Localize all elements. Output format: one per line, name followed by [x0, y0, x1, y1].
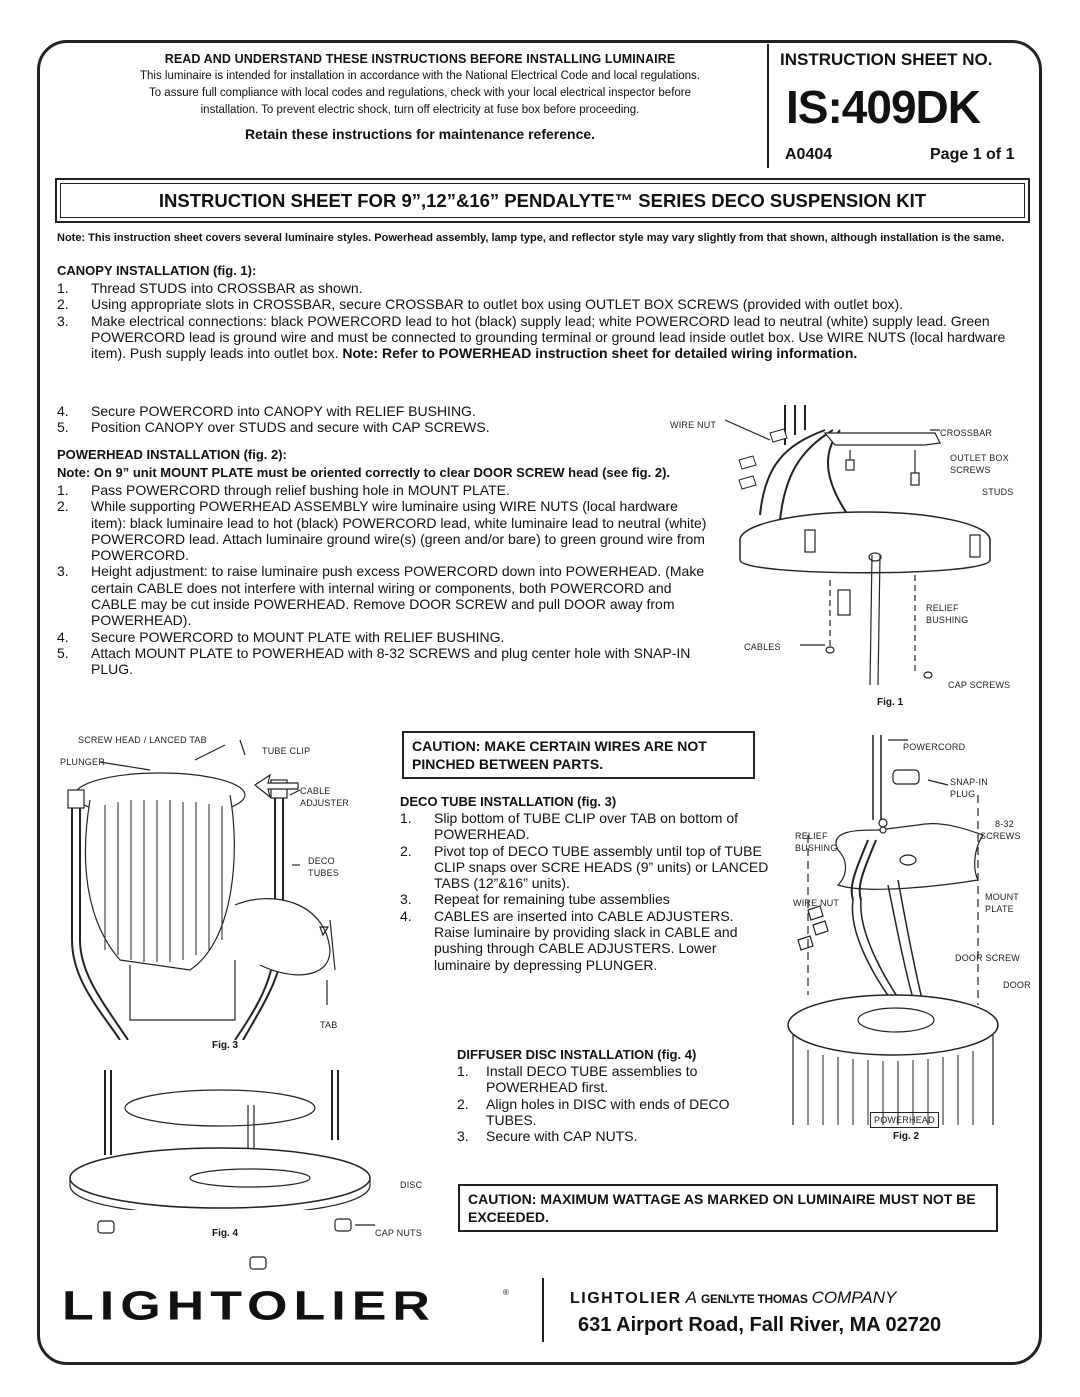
canopy-section: [57, 263, 1027, 361]
powerhead-note: Note: On 9” unit MOUNT PLATE must be oriented correctly to clear DOOR SCREW head (see fig. 2).: [57, 465, 671, 480]
item-text: CABLES are inserted into CABLE ADJUSTERS. Raise luminaire by providing slack in CABLE and pushing through CABLE ADJUSTERS. Lower luminaire by depressing PLUNGER.: [434, 907, 738, 973]
item-number: 1.: [400, 810, 412, 826]
list-item: [457, 1063, 760, 1096]
footer-divider: [542, 1278, 544, 1342]
list-item: [57, 313, 1027, 362]
fig3-label: PLUNGER: [60, 757, 105, 767]
item-number: 4.: [57, 403, 69, 419]
intro-line: This luminaire is intended for installation in accordance with the National Electrical Code and local regulations.: [140, 70, 700, 82]
fig2-label: 8-32: [995, 819, 1014, 829]
read-title: READ AND UNDERSTAND THESE INSTRUCTIONS BEFORE INSTALLING LUMINAIRE: [164, 52, 676, 66]
intro-note: Note: This instruction sheet covers several luminaire styles. Powerhead assembly, lamp type, and reflector style may vary slightly from that shown, although installation is the same.: [57, 232, 1005, 244]
item-number: 2.: [57, 296, 69, 313]
fig2-label: POWERHEAD: [870, 1112, 939, 1128]
fig1-label: OUTLET BOX: [950, 453, 1009, 463]
fig1-label: SCREWS: [950, 465, 991, 475]
fig3-label: TUBE CLIP: [262, 746, 311, 756]
intro-line: installation. To prevent electric shock, turn off electricity at fuse box before proceeding.: [200, 104, 640, 116]
fig4-caption: Fig. 4: [212, 1228, 239, 1239]
sheet-number: IS:409DK: [786, 81, 980, 133]
canopy-section-cont: [57, 403, 677, 436]
list-item: [57, 280, 1027, 296]
item-number: 2.: [57, 498, 69, 515]
fig3-caption: Fig. 3: [212, 1040, 239, 1051]
fig2-label: SNAP-IN: [950, 777, 988, 787]
item-number: 3.: [57, 312, 69, 329]
page-title: INSTRUCTION SHEET FOR 9”,12”&16” PENDALYTE™ SERIES DECO SUSPENSION KIT: [60, 183, 1025, 218]
powerhead-heading: POWERHEAD INSTALLATION (fig. 2):: [57, 447, 287, 462]
item-number: 2.: [400, 842, 412, 859]
fig1-label: CABLES: [744, 642, 781, 652]
fig3-label: TAB: [320, 1020, 338, 1030]
list-item: [57, 563, 725, 628]
lightolier-logo: LIGHTOLIER: [62, 1283, 436, 1330]
fig4-drawing: [60, 1060, 400, 1210]
item-number: 1.: [57, 482, 69, 498]
doc-code: A0404: [785, 146, 833, 163]
item-number: 3.: [400, 891, 412, 908]
item-text: Pivot top of DECO TUBE assembly until top of TUBE CLIP snaps over SCRE HEADS (9” units) or LANCED TABS (12”&16” units).: [434, 842, 769, 892]
list-item: [457, 1096, 760, 1129]
sheet-label: INSTRUCTION SHEET NO.: [780, 50, 993, 69]
fig2-caption: Fig. 2: [893, 1131, 920, 1142]
deco-section: [400, 794, 770, 973]
fig2-label: PLUG: [950, 789, 976, 799]
item-text: Position CANOPY over STUDS and secure with CAP SCREWS.: [91, 419, 490, 436]
header-notice: [75, 52, 765, 142]
diffuser-list: [400, 1063, 760, 1144]
company-tagline: [570, 1288, 896, 1308]
item-note: Note: Refer to POWERHEAD instruction sheet for detailed wiring information.: [342, 345, 858, 362]
fig3-label: DECO: [308, 856, 335, 866]
registered-mark: ®: [503, 1288, 509, 1297]
company-address: 631 Airport Road, Fall River, MA 02720: [578, 1314, 942, 1336]
powerhead-section: [57, 447, 725, 678]
tag-a: A: [685, 1288, 697, 1307]
list-item: [57, 498, 725, 563]
retain-text: Retain these instructions for maintenance reference.: [244, 126, 596, 142]
fig2-label: DOOR: [1003, 980, 1031, 990]
list-item: [400, 810, 770, 843]
caution-wires: CAUTION: MAKE CERTAIN WIRES ARE NOT PINCHED BETWEEN PARTS.: [402, 731, 755, 779]
header-divider: [767, 44, 769, 168]
item-text: Secure POWERCORD to MOUNT PLATE with RELIEF BUSHING.: [91, 628, 505, 645]
fig3-label: SCREW HEAD / LANCED TAB: [78, 735, 207, 745]
item-number: 4.: [57, 628, 69, 645]
list-item: [57, 296, 1027, 312]
intro-text: [75, 68, 765, 119]
item-number: 1.: [57, 280, 69, 296]
fig1-label: RELIEF: [926, 603, 959, 613]
item-number: 3.: [457, 1128, 469, 1145]
item-number: 3.: [57, 563, 69, 580]
fig4-label: CAP NUTS: [375, 1228, 422, 1238]
item-text: Secure POWERCORD into CANOPY with RELIEF BUSHING.: [91, 403, 476, 419]
item-text: Repeat for remaining tube assemblies: [434, 891, 670, 908]
powerhead-list: [57, 482, 725, 678]
canopy-list: [57, 280, 1027, 361]
fig3-label: TUBES: [308, 868, 340, 878]
item-number: 1.: [457, 1063, 469, 1079]
list-item: [57, 629, 725, 645]
item-number: 2.: [457, 1095, 469, 1112]
list-item: [400, 843, 770, 892]
tag-company: COMPANY: [811, 1288, 897, 1307]
fig2-label: MOUNT: [985, 892, 1019, 902]
fig2-label: SCREWS: [980, 831, 1021, 841]
diffuser-heading: DIFFUSER DISC INSTALLATION (fig. 4): [457, 1047, 697, 1062]
item-text: Align holes in DISC with ends of DECO TUBES.: [486, 1095, 730, 1128]
fig2-label: WIRE NUT: [793, 898, 840, 908]
fig1-label: WIRE NUT: [670, 420, 717, 430]
tag-brand: LIGHTOLIER: [570, 1290, 682, 1307]
list-item: [400, 891, 770, 907]
title-box: [55, 178, 1030, 223]
item-text: While supporting POWERHEAD ASSEMBLY wire luminaire using WIRE NUTS (local hardware item): black luminaire lead to hot (black) POWERCORD lead, white luminaire lead to neutral (white) POWERCORD lead. Attach luminaire ground wire(s) (green and/or bare) to green ground wire from POWERCORD.: [91, 498, 707, 564]
list-item: [57, 645, 725, 678]
item-text: Install DECO TUBE assemblies to POWERHEAD first.: [486, 1063, 698, 1096]
fig4-label: DISC: [400, 1180, 423, 1190]
item-text: Using appropriate slots in CROSSBAR, secure CROSSBAR to outlet box using OUTLET BOX SCREWS (provided with outlet box).: [91, 296, 904, 313]
item-text: Attach MOUNT PLATE to POWERHEAD with 8-32 SCREWS and plug center hole with SNAP-IN PLUG.: [91, 644, 691, 678]
fig2-drawing: [768, 735, 1028, 1125]
item-text: Slip bottom of TUBE CLIP over TAB on bottom of POWERHEAD.: [434, 810, 739, 843]
fig2-label: BUSHING: [795, 843, 838, 853]
fig1-label: STUDS: [982, 487, 1014, 497]
item-number: 4.: [400, 907, 412, 924]
list-item: [457, 1128, 760, 1144]
cap-nuts-drawing: [90, 1215, 390, 1280]
deco-list: [400, 810, 770, 973]
canopy-heading: CANOPY INSTALLATION (fig. 1):: [57, 263, 257, 278]
diffuser-section: [400, 1047, 760, 1144]
fig3-label: CABLE: [300, 786, 331, 796]
list-item: [57, 482, 725, 498]
fig2-label: PLATE: [985, 904, 1014, 914]
fig1-label: CROSSBAR: [940, 428, 993, 438]
deco-heading: DECO TUBE INSTALLATION (fig. 3): [400, 794, 617, 809]
list-item: [400, 908, 770, 973]
fig2-label: POWERCORD: [903, 742, 966, 752]
item-text: Height adjustment: to raise luminaire push excess POWERCORD down into POWERHEAD. (Make certain CABLE does not interfere with internal wiring or components, both POWERCORD and CABLE may be cut inside POWERHEAD. Remove DOOR SCREW and pull DOOR away from POWERHEAD).: [91, 563, 705, 629]
fig3-label: ADJUSTER: [300, 798, 350, 808]
page-number: Page 1 of 1: [930, 146, 1015, 163]
item-number: 5.: [57, 419, 69, 436]
item-text: Thread STUDS into CROSSBAR as shown.: [91, 280, 363, 296]
item-text: Make electrical connections: black POWERCORD lead to hot (black) supply lead; white POWERCORD lead to neutral (white) supply lead. Green POWERCORD lead is ground wire and must be connected to grounding terminal or ground lead inside outlet box. Use WIRE NUTS (local hardware item). Push supply leads into outlet box.: [91, 312, 1006, 362]
fig1-label: BUSHING: [926, 615, 969, 625]
caution-wattage: CAUTION: MAXIMUM WATTAGE AS MARKED ON LUMINAIRE MUST NOT BE EXCEEDED.: [458, 1184, 998, 1232]
fig2-label: RELIEF: [795, 831, 828, 841]
fig2-label: DOOR SCREW: [955, 953, 1020, 963]
item-number: 5.: [57, 644, 69, 661]
item-text: Secure with CAP NUTS.: [486, 1128, 638, 1145]
genlyte-thomas-logo: GENLYTE THOMAS: [700, 1292, 808, 1306]
list-item: [57, 403, 677, 419]
fig1-caption: Fig. 1: [877, 697, 904, 708]
list-item: [57, 419, 677, 435]
fig3-drawing: [60, 740, 350, 1040]
intro-line: To assure full compliance with local codes and regulations, check with your local electrical inspector before: [148, 87, 692, 99]
item-text: Pass POWERCORD through relief bushing hole in MOUNT PLATE.: [91, 482, 510, 498]
fig1-label: CAP SCREWS: [948, 680, 1011, 690]
